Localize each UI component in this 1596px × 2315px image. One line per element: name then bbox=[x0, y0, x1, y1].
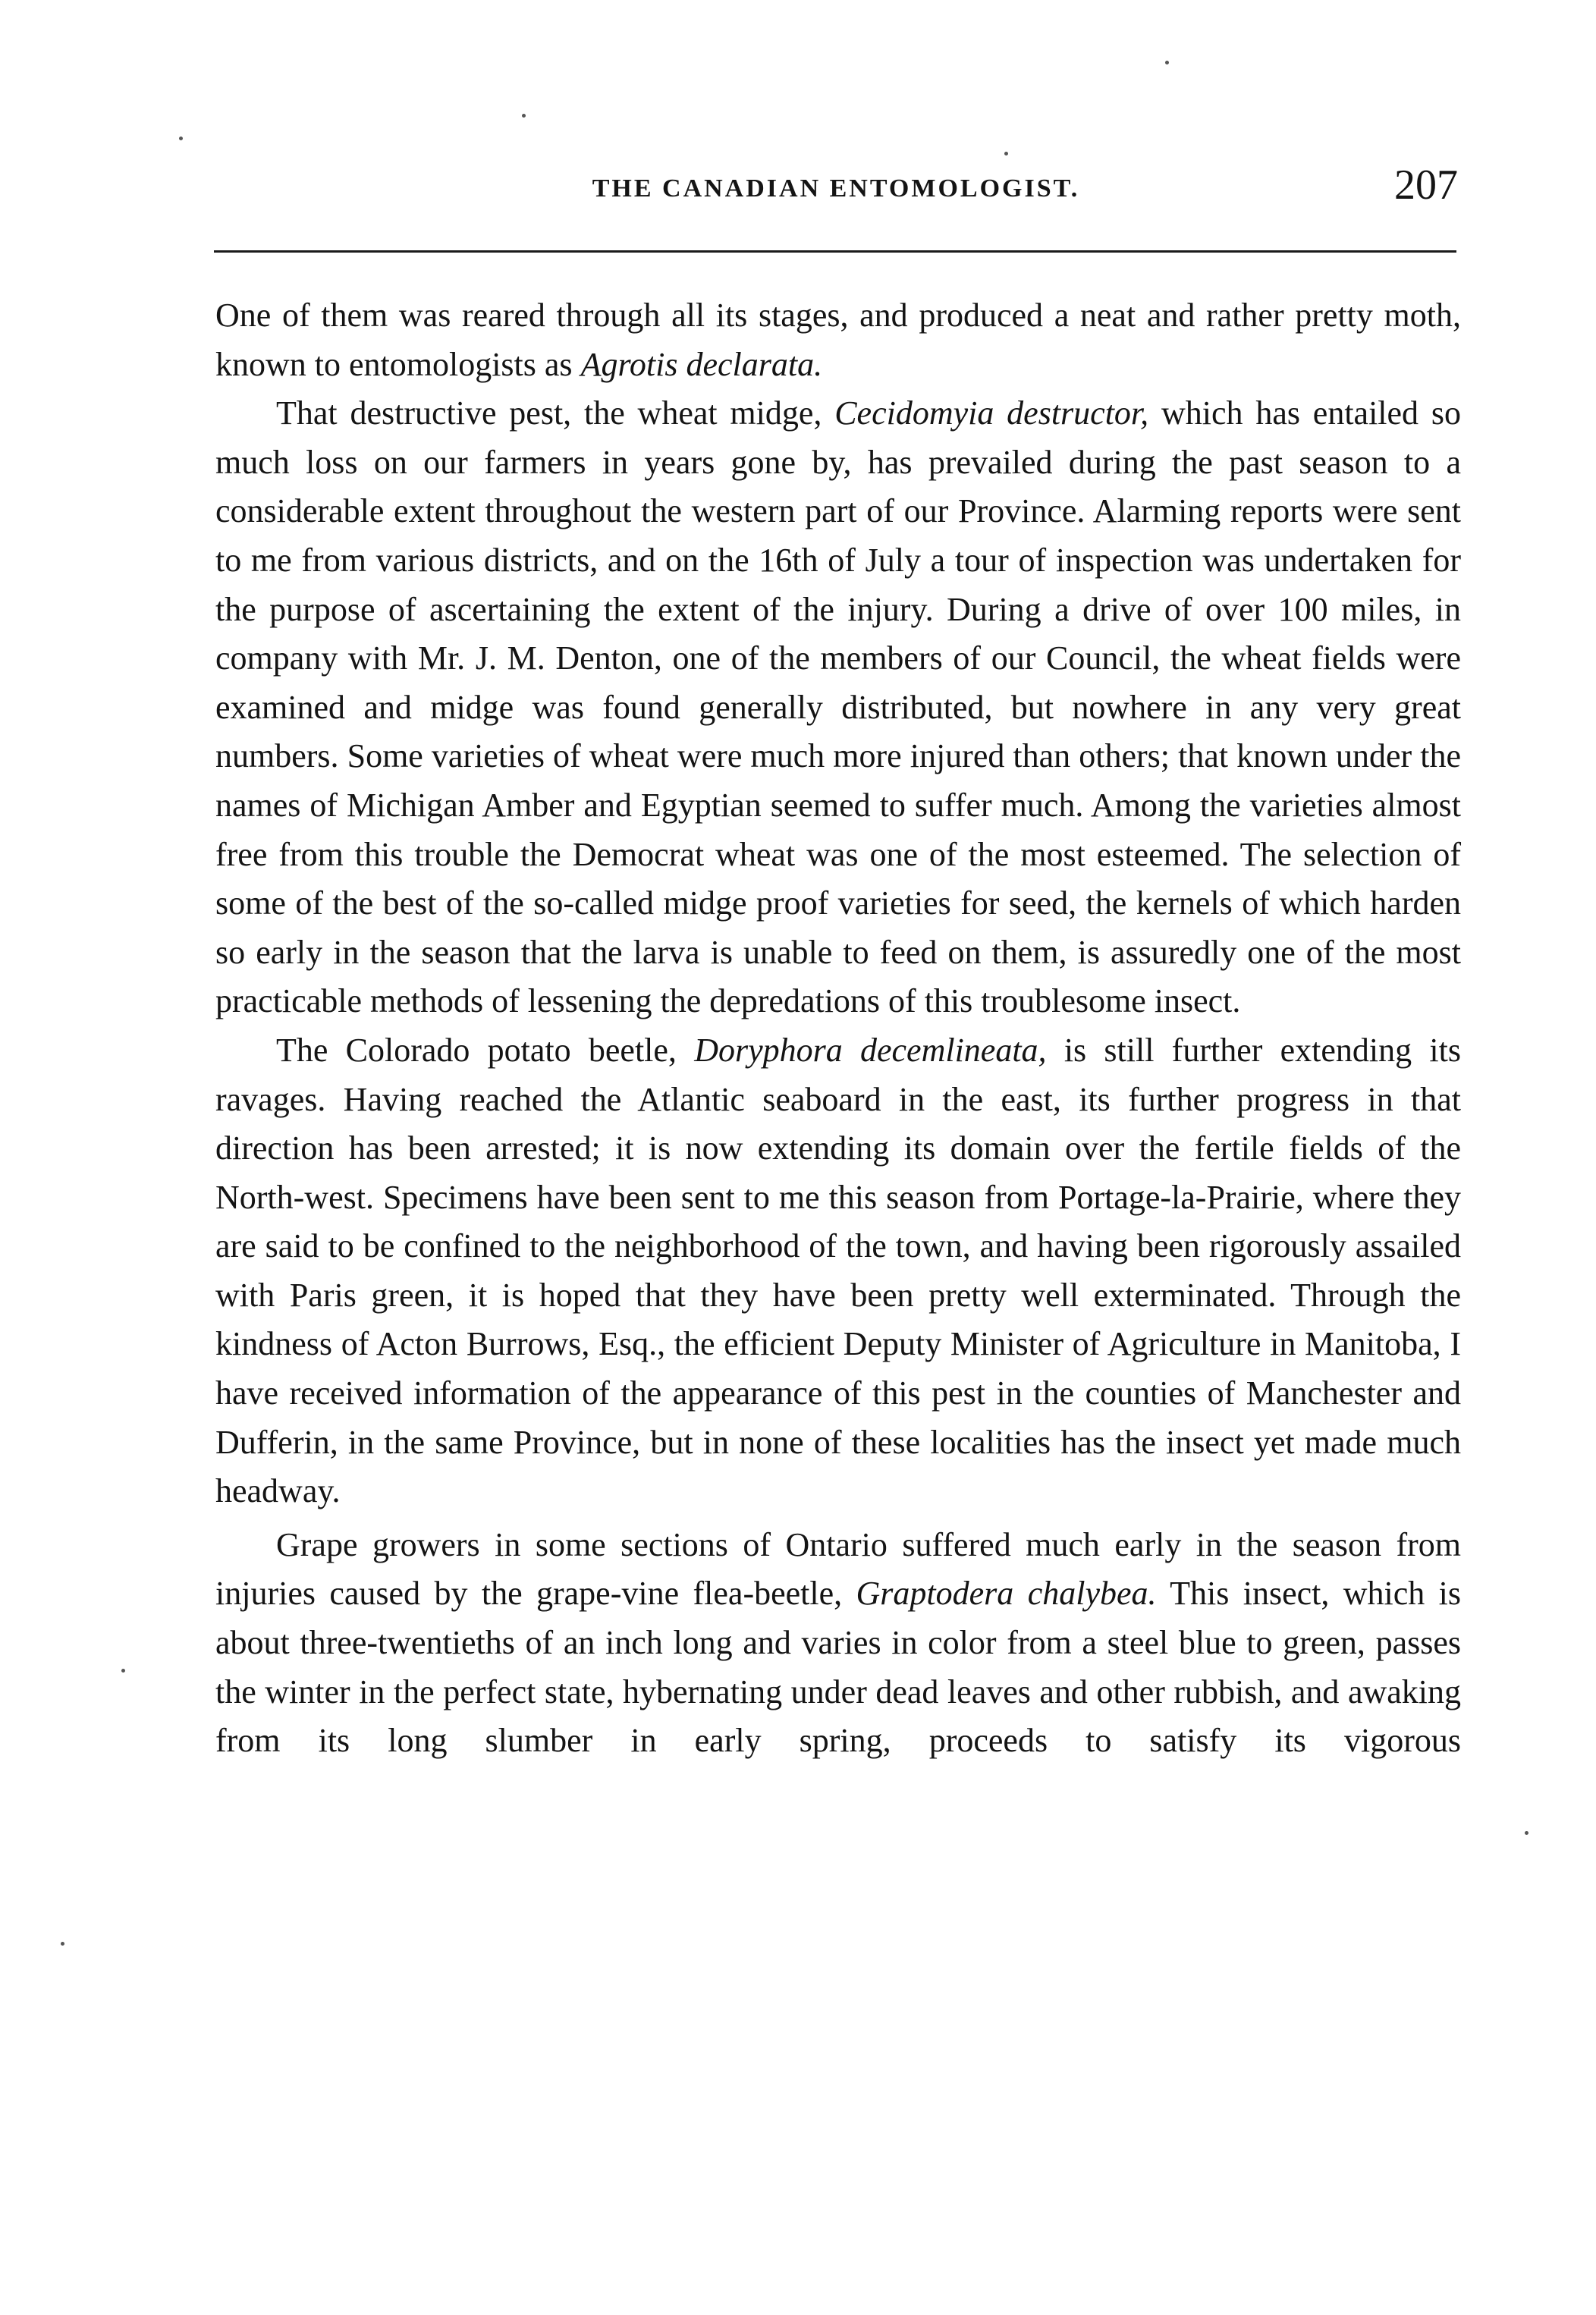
text-run: is still further extending its ravages. Having reached the Atlantic seaboard in the east, its further progress in that direction has been arrested; it is now extending its domain over the fertile fields of the North-west. Specimens have been sent to me this season from Portage-la-Prairie, where they are said to be confined to the neighborhood of the town, and having been rigorously assailed with Paris green, it is hoped that they have been pretty well exterminated. Through the kindness of Acton Burrows, Esq., the efficient Deputy Minister of Agriculture in Manitoba, I have received information of the appearance of this pest in the counties of Manchester and Dufferin, in the same Province, but in none of these localities has the insect yet made much headway. bbox=[215, 1031, 1461, 1510]
species-name: Agrotis declarata. bbox=[580, 345, 823, 383]
scan-speck bbox=[1165, 61, 1169, 64]
paragraph-wheat-midge bbox=[215, 389, 1461, 1026]
text-run: which has entailed so much loss on our farmers in years gone by, has prevailed during the past season to a considerable extent throughout the western part of our Province. Alarming reports were sent to me from various districts, and on the 16th of July a tour of inspection was undertaken for the purpose of ascertaining the extent of the injury. During a drive of over 100 miles, in company with Mr. J. M. Denton, one of the members of our Council, the wheat fields were examined and midge was found generally distributed, but nowhere in any very great numbers. Some varieties of wheat were much more injured than others; that known under the names of Michigan Amber and Egyptian seemed to suffer much. Among the varieties almost free from this trouble the Democrat wheat was one of the most esteemed. The selection of some of the best of the so-called midge proof varieties for seed, the kernels of which harden so early in the season that the larva is unable to feed on them, is assuredly one of the most practicable methods of lessening the depredations of this troublesome insect. bbox=[215, 394, 1461, 1020]
running-head bbox=[214, 161, 1458, 214]
scan-speck bbox=[121, 1669, 125, 1673]
text-run: Grape growers in some sections of Ontario suffered much early in the season from injuries caused by the grape-vine flea-beetle, bbox=[215, 1525, 1461, 1613]
text-run: The Colorado potato beetle, bbox=[276, 1031, 695, 1069]
scan-speck bbox=[1004, 152, 1008, 155]
paragraph-moth bbox=[215, 291, 1461, 389]
text-run: One of them was reared through all its stages, and produced a neat and rather pretty moth, known to entomologists as bbox=[215, 297, 1461, 383]
page-number: 207 bbox=[1394, 162, 1458, 209]
paragraph-potato-beetle bbox=[215, 1026, 1461, 1516]
body-text bbox=[215, 291, 1461, 1766]
text-run: This insect, which is about three-twentieths of an inch long and varies in color from a steel blue to green, passes the winter in the perfect state, hybernating under dead leaves and other rubbish, and awaking from its long slumber in early spring, proceeds to satisfy its vigorous bbox=[215, 1575, 1462, 1760]
paragraph-flea-beetle bbox=[215, 1521, 1461, 1766]
scan-speck bbox=[522, 114, 526, 118]
species-name: Graptodera chalybea. bbox=[856, 1575, 1157, 1613]
header-rule bbox=[214, 250, 1456, 253]
species-name: Doryphora decemlineata, bbox=[694, 1031, 1047, 1069]
species-name: Cecidomyia destructor, bbox=[834, 394, 1149, 432]
journal-title: THE CANADIAN ENTOMOLOGIST. bbox=[592, 174, 1080, 203]
text-run: That destructive pest, the wheat midge, bbox=[276, 394, 835, 432]
scan-speck bbox=[179, 137, 183, 140]
scan-speck bbox=[1525, 1831, 1528, 1835]
scan-speck bbox=[61, 1942, 64, 1946]
